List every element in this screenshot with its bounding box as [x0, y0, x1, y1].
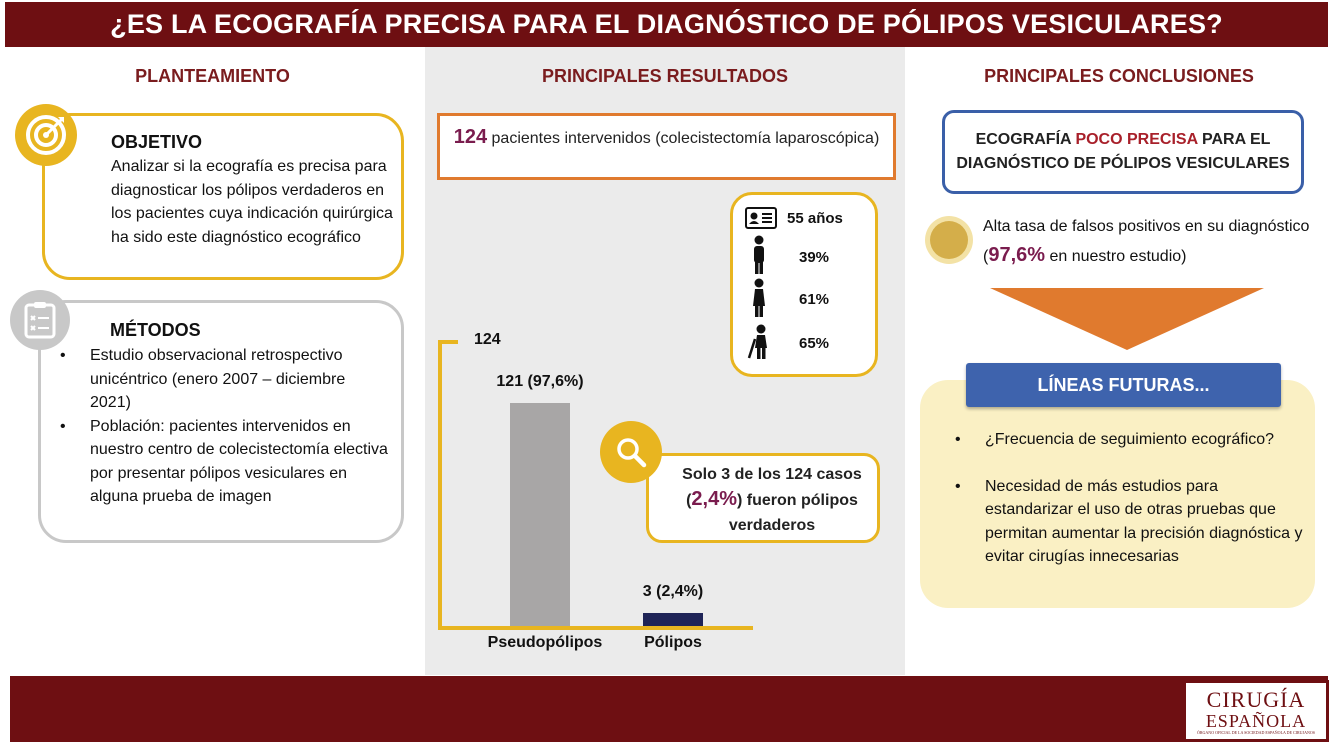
chart-x-axis	[438, 626, 753, 630]
down-arrow-icon	[990, 288, 1264, 350]
false-positives-post: en nuestro estudio)	[1045, 248, 1187, 265]
conclusion-box	[942, 110, 1304, 194]
metodos-list	[60, 344, 390, 509]
patients-count: 124	[453, 126, 488, 148]
patients-text: pacientes intervenidos (colecistectomía laparoscópica)	[491, 130, 880, 147]
column-title-planteamiento: PLANTEAMIENTO	[135, 66, 290, 86]
cases-text-pre: Solo 3 de los 124 casos (	[682, 466, 862, 509]
category-label-pseudopolipos: Pseudopólipos	[487, 634, 603, 651]
bar-pseudopolipos	[510, 403, 570, 626]
logo-line-1: CIRUGÍA	[1206, 687, 1306, 712]
men-percent: 39%	[799, 249, 830, 266]
bullet-circle-icon	[925, 216, 973, 264]
chart-y-max-label: 124	[474, 331, 501, 348]
checklist-icon	[10, 290, 70, 350]
false-positives-pre: Alta tasa de falsos positivos en su diagnóstico (	[983, 218, 1310, 265]
man-icon	[750, 235, 768, 280]
future-item: • Necesidad de más estudios para estandarizar el uso de otras pruebas que permitan aumentar la precisión diagnóstica y evitar cirugías innecesarias	[955, 475, 1310, 569]
logo-line-3: ÓRGANO OFICIAL DE LA SOCIEDAD ESPAÑOLA DE CIRUJANOS	[1196, 730, 1316, 735]
chart-y-axis-cap	[438, 340, 458, 344]
future-list	[955, 428, 1310, 569]
conclusion-text-post: PARA EL DIAGNÓSTICO DE PÓLIPOS VESICULARES	[956, 131, 1290, 172]
data-label-pseudopolipos: 121 (97,6%)	[496, 372, 584, 390]
metodos-heading: MÉTODOS	[110, 320, 201, 340]
page-title: ¿ES LA ECOGRAFÍA PRECISA PARA EL DIAGNÓSTICO DE PÓLIPOS VESICULARES?	[5, 2, 1328, 47]
future-heading: LÍNEAS FUTURAS...	[966, 363, 1281, 407]
patients-box	[437, 113, 896, 180]
cases-text-post: ) fueron pólipos verdaderos	[728, 492, 858, 534]
false-positives-highlight: 97,6%	[988, 244, 1046, 266]
magnifier-icon	[600, 421, 662, 483]
data-label-polipos: 3 (2,4%)	[642, 583, 704, 601]
women-percent: 61%	[799, 291, 830, 308]
cases-highlight: 2,4%	[691, 488, 738, 510]
elderly-percent: 65%	[799, 335, 830, 352]
conclusion-text-pre: ECOGRAFÍA	[975, 131, 1076, 148]
future-item: • ¿Frecuencia de seguimiento ecográfico?	[955, 428, 1310, 452]
chart-y-axis	[438, 340, 442, 630]
logo-line-2: ESPAÑOLA	[1205, 711, 1307, 731]
cases-box	[646, 453, 880, 543]
column-title-resultados: PRINCIPALES RESULTADOS	[541, 66, 788, 86]
footer-bar	[10, 676, 1328, 742]
age-value: 55 años	[787, 210, 843, 227]
objetivo-text: Analizar si la ecografía es precisa para diagnosticar los pólipos verdaderos en los pacientes cuya indicación quirúrgica ha sido este diagnóstico ecográfico	[111, 158, 393, 246]
objetivo-heading: OBJETIVO	[111, 132, 203, 152]
metodos-item: • Estudio observacional retrospectivo unicéntrico (enero 2007 – diciembre 2021)	[60, 344, 390, 415]
journal-logo	[1183, 680, 1329, 742]
column-title-conclusiones: PRINCIPALES CONCLUSIONES	[984, 66, 1254, 86]
elderly-icon	[746, 324, 772, 365]
bar-polipos	[643, 613, 703, 626]
metodos-item: • Población: pacientes intervenidos en nuestro centro de colecistectomía electiva por presentar pólipos vesiculares en alguna prueba de imagen	[60, 415, 390, 509]
woman-icon	[750, 278, 768, 323]
false-positives-text	[983, 213, 1313, 271]
conclusion-highlight: POCO PRECISA	[1075, 131, 1198, 148]
target-icon	[15, 104, 77, 166]
category-label-polipos: Pólipos	[644, 634, 702, 651]
id-card-icon	[745, 207, 777, 234]
